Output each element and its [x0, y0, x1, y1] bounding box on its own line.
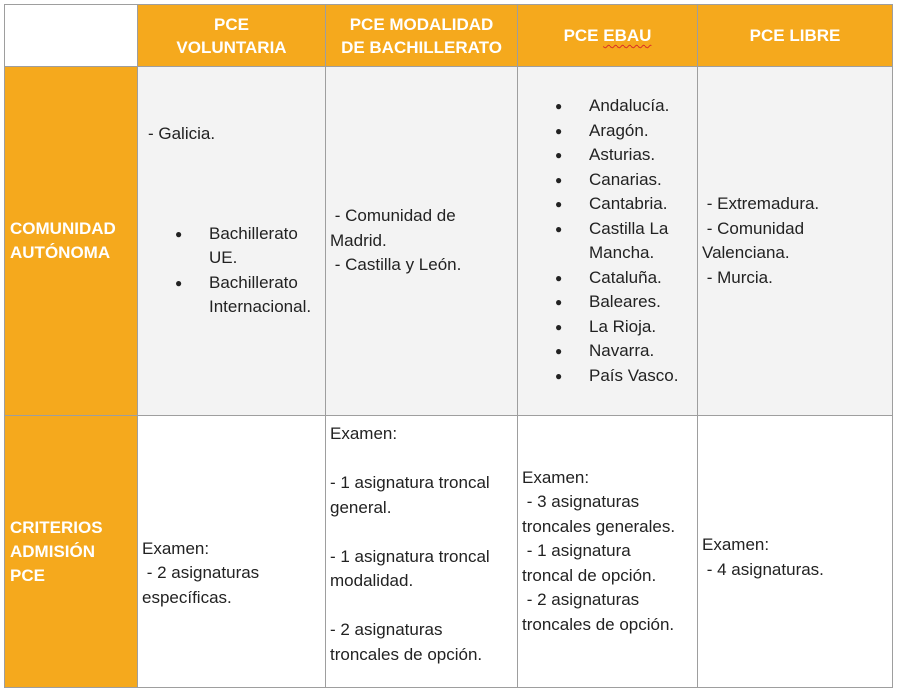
ebau-bullet-list: [518, 94, 697, 388]
cell-comunidad-voluntaria: [138, 67, 326, 416]
comparison-table: [4, 4, 893, 688]
cell-comunidad-libre: - Extremadura. - Comunidad Valenciana. - Murcia.: [698, 67, 893, 416]
bullet-item: ● Castilla La Mancha.: [589, 217, 697, 266]
header-pce-ebau-prefix: PCE: [563, 26, 604, 45]
cell-comunidad-ebau: [518, 67, 698, 416]
header-row: [5, 5, 893, 67]
spellcheck-word: EBAU: [603, 26, 652, 45]
bullet-item: ● La Rioja.: [589, 315, 697, 340]
row-comunidad: [5, 67, 893, 416]
voluntaria-bullet-list: [138, 222, 325, 320]
header-pce-libre: PCE LIBRE: [698, 5, 893, 67]
bullet-item: ● Canarias.: [589, 168, 697, 193]
bullet-item: ● Baleares.: [589, 290, 697, 315]
header-pce-modalidad: PCE MODALIDAD DE BACHILLERATO: [326, 5, 518, 67]
header-pce-voluntaria: PCE VOLUNTARIA: [138, 5, 326, 67]
bullet-item: ● Bachillerato Internacional.: [209, 271, 325, 320]
header-pce-ebau: [518, 5, 698, 67]
row-label-criterios: CRITERIOS ADMISIÓN PCE: [5, 416, 138, 688]
bullet-item: ● País Vasco.: [589, 364, 697, 389]
bullet-item: ● Cantabria.: [589, 192, 697, 217]
bullet-item: ● Navarra.: [589, 339, 697, 364]
bullet-item: ● Asturias.: [589, 143, 697, 168]
row-label-comunidad: COMUNIDAD AUTÓNOMA: [5, 67, 138, 416]
row-criterios: [5, 416, 893, 688]
cell-criterios-modalidad: Examen: - 1 asignatura troncal general. - 1 asignatura troncal modalidad. - 2 asignaturas troncales de opción.: [326, 416, 518, 688]
bullet-item: ● Andalucía.: [589, 94, 697, 119]
bullet-item: ● Aragón.: [589, 119, 697, 144]
cell-comunidad-modalidad: - Comunidad de Madrid. - Castilla y León.: [326, 67, 518, 416]
bullet-item: ● Bachillerato UE.: [209, 222, 325, 271]
cell-criterios-voluntaria: Examen: - 2 asignaturas específicas.: [138, 416, 326, 688]
bullet-item: ● Cataluña.: [589, 266, 697, 291]
corner-cell: [5, 5, 138, 67]
cell-criterios-ebau: Examen: - 3 asignaturas troncales generales. - 1 asignatura troncal de opción. - 2 asignaturas troncales de opción.: [518, 416, 698, 688]
cell-criterios-libre: Examen: - 4 asignaturas.: [698, 416, 893, 688]
voluntaria-region-text: - Galicia.: [148, 124, 216, 143]
